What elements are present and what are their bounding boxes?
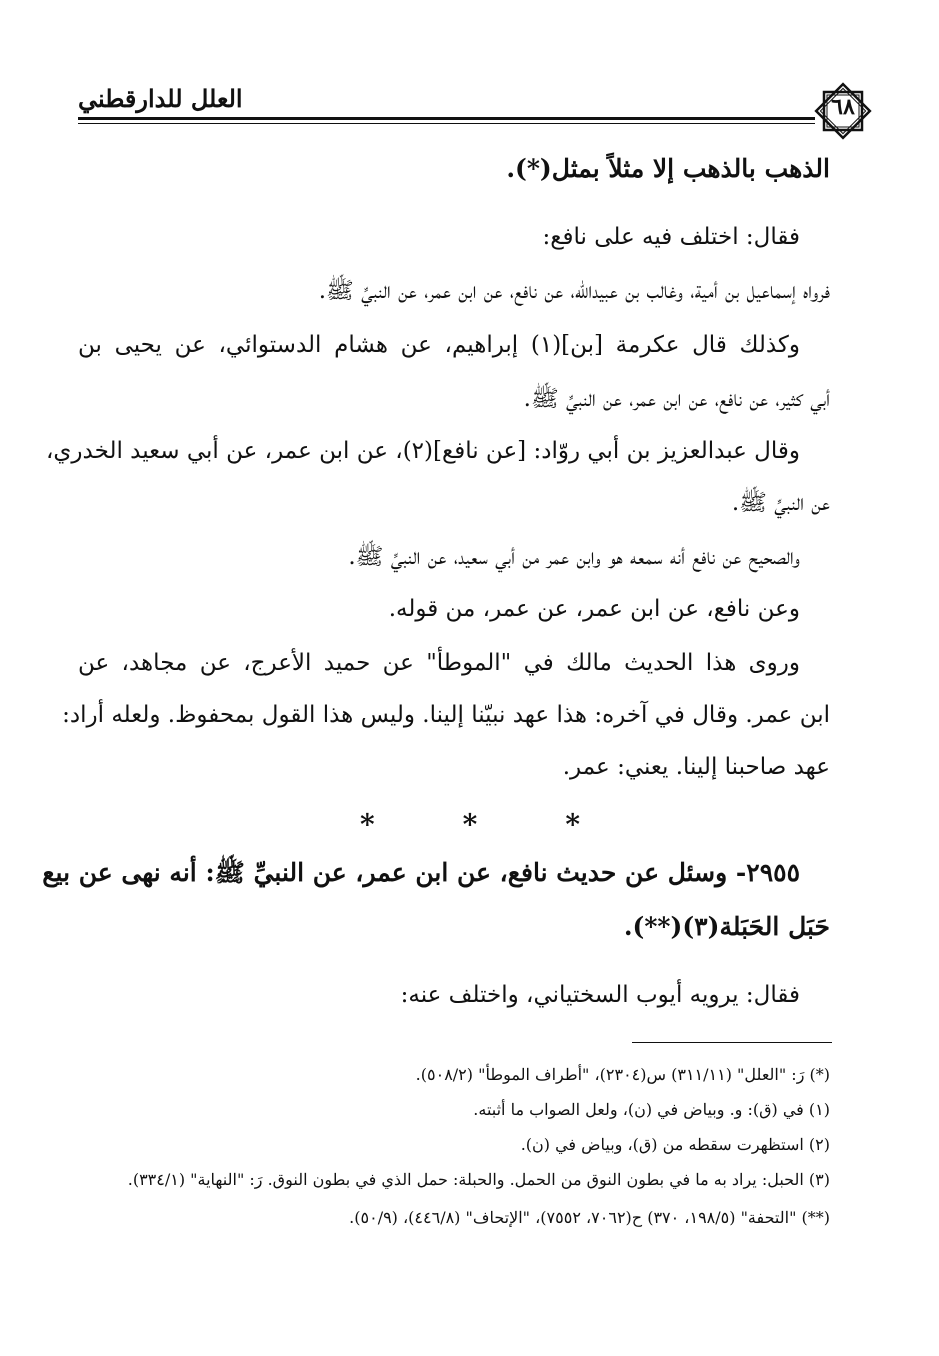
footnote: (*) رَ: "العلل" (٣١١/١١) س(٢٣٠٤)، "أطراف الموطأ" (٥٠٨/٢). <box>415 1065 830 1084</box>
footnote: (٣) الحبل: يراد به ما في بطون النوق من الحمل. والحبلة: حمل الذي في بطون النوق. رَ: "النهاية" (٣٣٤/١). <box>127 1170 830 1189</box>
text-line: وقال عبدالعزيز بن أبي روّاد: [عن نافع](٢)، عن ابن عمر، عن أبي سعيد الخدري، <box>46 438 800 464</box>
section-separator <box>360 808 580 842</box>
text-line: فقال: اختلف فيه على نافع: <box>542 224 800 250</box>
text-line: وعن نافع، عن ابن عمر، عن عمر، من قوله. <box>388 596 800 622</box>
text-line: وكذلك قال عكرمة [بن](١) إبراهيم، عن هشام الدستوائي، عن يحيى بن <box>78 332 800 358</box>
footnote: (١) في (ق): و. وبياض في (ن)، ولعل الصواب ما أثبته. <box>473 1100 830 1119</box>
text-line: فرواه إسماعيل بن أمية، وغالب بن عبيدالله، عن نافع، عن ابن عمر، عن النبيِّ ﷺ. <box>318 278 830 304</box>
text-line: والصحيح عن نافع أنه سمعه هو وابن عمر من أبي سعيد، عن النبيِّ ﷺ. <box>348 544 800 570</box>
question-heading: ٢٩٥٥- وسئل عن حديث نافع، عن ابن عمر، عن النبيِّ ﷺ: أنه نهى عن بيع <box>42 858 800 887</box>
text-line: ابن عمر. وقال في آخره: هذا عهد نبيّنا إلينا. وليس هذا القول بمحفوظ. ولعله أراد: <box>62 702 830 728</box>
page-number: ٦٨ <box>831 94 855 120</box>
footnote-rule <box>632 1042 832 1043</box>
text-line: الذهب بالذهب إلا مثلاً بمثل(*). <box>506 154 830 183</box>
separator-star: * <box>565 808 580 841</box>
text-line: وروى هذا الحديث مالك في "الموطأ" عن حميد الأعرج، عن مجاهد، عن <box>78 650 800 676</box>
header-rule-thin <box>78 123 815 124</box>
footnote: (٢) استظهرت سقطه من (ق)، وبياض في (ن). <box>520 1135 830 1154</box>
separator-star: * <box>462 808 478 841</box>
header-rule <box>78 117 815 120</box>
text-line: عن النبيِّ ﷺ. <box>731 490 830 516</box>
text-line: عهد صاحبنا إلينا. يعني: عمر. <box>562 754 830 780</box>
separator-star: * <box>360 808 375 841</box>
answer-line: فقال: يرويه أيوب السختياني، واختلف عنه: <box>400 982 800 1008</box>
question-heading-cont: حَبَل الحَبَلة(٣)(**). <box>623 912 830 941</box>
book-title: العلل للدارقطني <box>78 84 243 113</box>
footnote: (**) "التحفة" (١٩٨/٥، ٣٧٠) ح(٧٠٦٢، ٧٥٥٢)، "الإتحاف" (٤٤٦/٨)، (٥٠/٩). <box>349 1208 830 1227</box>
text-line: أبي كثير، عن نافع، عن ابن عمر، عن النبيِّ ﷺ. <box>523 386 830 412</box>
